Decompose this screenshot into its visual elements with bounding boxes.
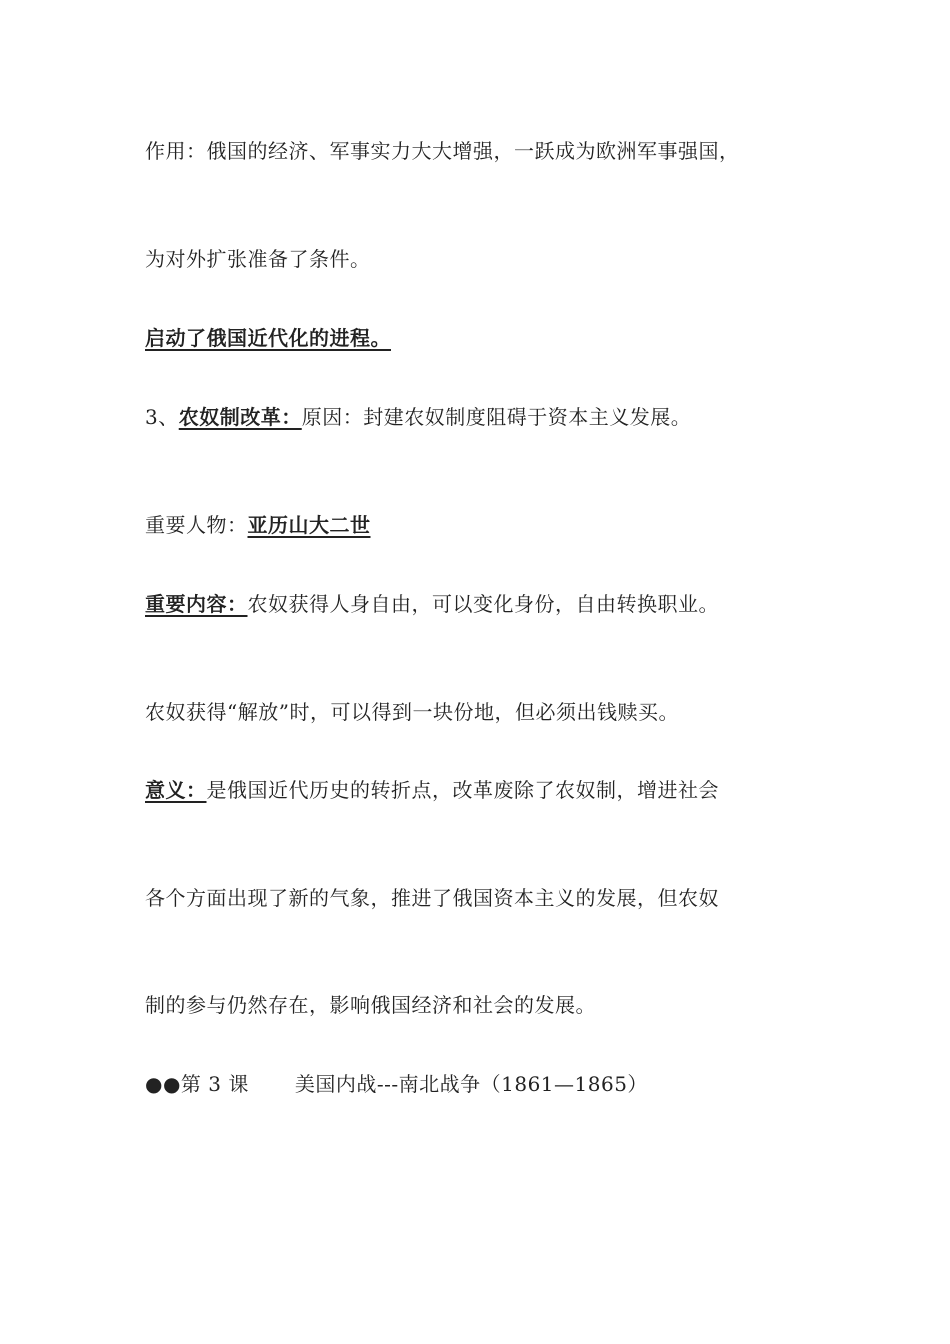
serf-reform-cause: 原因：封建农奴制度阻碍于资本主义发展。 bbox=[301, 405, 692, 429]
key-figure-name: 亚历山大二世 bbox=[247, 513, 371, 537]
modernization-text: 启动了俄国近代化的进程。 bbox=[145, 326, 391, 350]
significance-heading: 意义： bbox=[145, 778, 207, 802]
lesson-title: 美国内战---南北战争（1861—1865） bbox=[294, 1072, 648, 1096]
key-content-line bbox=[145, 591, 719, 617]
significance-line-2: 各个方面出现了新的气象，推进了俄国资本主义的发展，但农奴 bbox=[145, 886, 719, 910]
significance-line-3: 制的参与仍然存在，影响俄国经济和社会的发展。 bbox=[145, 993, 596, 1017]
key-figure-label: 重要人物： bbox=[145, 513, 248, 537]
lesson-heading-line bbox=[145, 1071, 648, 1097]
lesson-number: 第 3 课 bbox=[180, 1072, 249, 1096]
section-number: 3、 bbox=[145, 405, 179, 429]
bullet-icons: ●● bbox=[145, 1072, 181, 1096]
serf-land-line: 农奴获得“解放”时，可以得到一块份地，但必须出钱赎买。 bbox=[145, 700, 679, 724]
key-content-heading: 重要内容： bbox=[145, 592, 248, 616]
key-figure-line bbox=[145, 512, 371, 538]
serf-reform-heading: 农奴制改革： bbox=[178, 405, 302, 429]
paragraph-effect-line-2: 为对外扩张准备了条件。 bbox=[145, 247, 371, 271]
significance-line-1 bbox=[145, 777, 719, 803]
key-content-text: 农奴获得人身自由，可以变化身份，自由转换职业。 bbox=[247, 592, 719, 616]
modernization-statement bbox=[145, 325, 391, 351]
serf-reform-heading-line bbox=[145, 404, 691, 430]
paragraph-effect-line-1: 作用：俄国的经济、军事实力大大增强，一跃成为欧洲军事强国， bbox=[145, 139, 740, 163]
significance-text: 是俄国近代历史的转折点，改革废除了农奴制，增进社会 bbox=[206, 778, 719, 802]
